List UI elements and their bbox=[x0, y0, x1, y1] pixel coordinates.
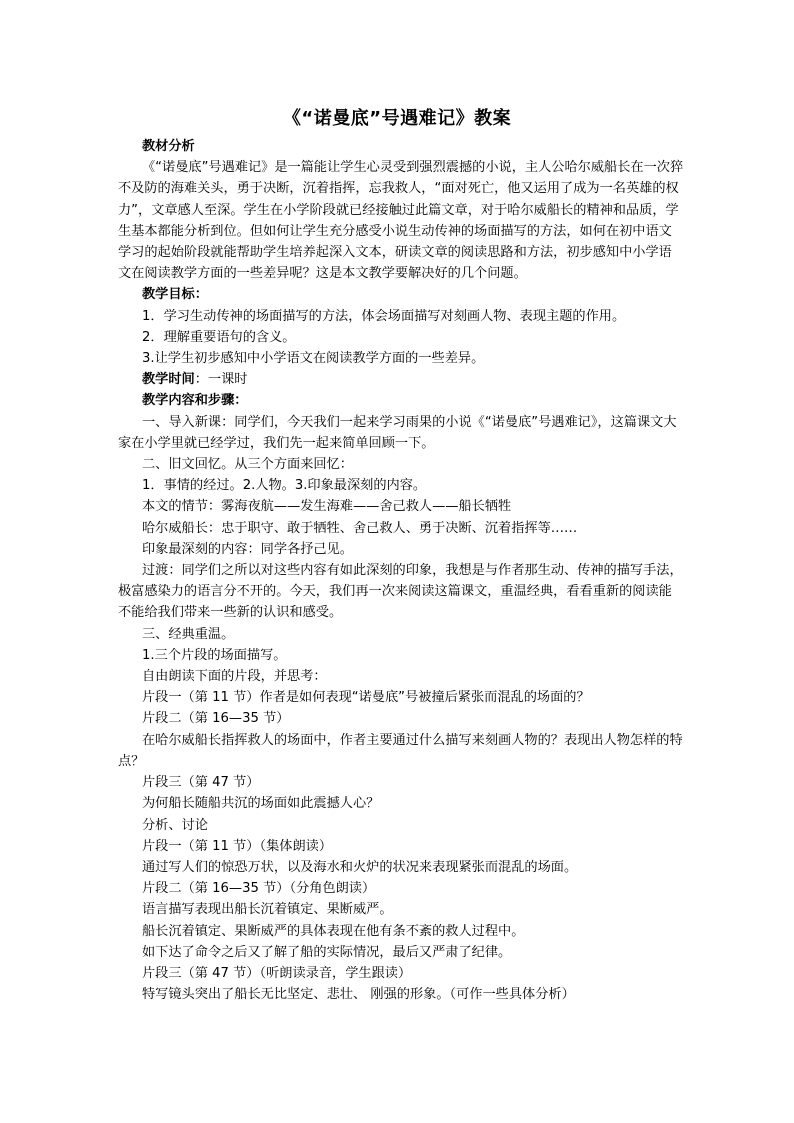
answer1-label: 片段一（第 11 节）（集体朗读） bbox=[142, 838, 333, 854]
step1-paragraph: 一、导入新课：同学们，今天我们一起来学习雨果的小说《“诺曼底”号遇难记》，这篇课文大家在小学里就已经学过，我们先一起来简单回顾一下。 bbox=[118, 414, 677, 451]
answer3-label: 片段三（第 47 节）（听朗读录音，学生跟读） bbox=[142, 965, 412, 981]
answer2-item-2: 船长沉着镇定、果断威严的具体表现在他有条不紊的救人过程中。 bbox=[142, 923, 525, 939]
fragment3-label: 片段三（第 47 节） bbox=[142, 775, 260, 791]
answer2-label: 片段二（第 16—35 节）（分角色朗读） bbox=[142, 881, 376, 897]
document-title: 《“诺曼底”号遇难记》教案 bbox=[282, 108, 512, 129]
time-value: ：一课时 bbox=[194, 372, 248, 388]
analysis-discussion: 分析、讨论 bbox=[142, 817, 208, 833]
goal-item-1: 1．学习生动传神的场面描写的方法，体会场面描写对刻画人物、表现主题的作用。 bbox=[142, 308, 626, 324]
teaching-time bbox=[118, 369, 684, 390]
step2-item-3: 哈尔威船长：忠于职守、敢于牺牲、舍己救人、勇于决断、沉着指挥等…… bbox=[142, 520, 578, 536]
fragment3-question: 为何船长随船共沉的场面如此震撼人心？ bbox=[142, 796, 380, 812]
step3-subheading: 1.三个片段的场面描写。 bbox=[142, 647, 287, 663]
step2-item-4: 印象最深刻的内容：同学各抒己见。 bbox=[142, 541, 353, 557]
step2-heading: 二、旧文回忆。从三个方面来回忆： bbox=[142, 457, 353, 473]
fragment2-label: 片段二（第 16—35 节） bbox=[142, 711, 290, 727]
answer3-text: 特写镜头突出了船长无比坚定、悲壮、 刚强的形象。（可作一些具体分析） bbox=[142, 987, 575, 1003]
time-label: 教学时间 bbox=[142, 372, 195, 388]
steps-heading: 教学内容和步骤： bbox=[142, 393, 248, 409]
step2-item-1: 1．事情的经过。2.人物。3.印象最深刻的内容。 bbox=[142, 478, 427, 494]
fragment1-question: 片段一（第 11 节）作者是如何表现“诺曼底”号被撞后紧张而混乱的场面的？ bbox=[142, 690, 590, 706]
answer2-item-1: 语言描写表现出船长沉着镇定、果断威严。 bbox=[142, 902, 393, 918]
transition-paragraph: 过渡：同学们之所以对这些内容有如此深刻的印象，我想是与作者那生动、传神的描写手法，极富感染力的语言分不开的。今天，我们再一次来阅读这篇课文，重温经典，看看重新的阅读能不能给我们带来一些新的认识和感受。 bbox=[118, 563, 683, 621]
fragment2-question: 在哈尔威船长指挥救人的场面中，作者主要通过什么描写来刻画人物的？表现出人物怎样的特点？ bbox=[118, 732, 683, 769]
goal-item-3: 3.让学生初步感知中小学语文在阅读教学方面的一些差异。 bbox=[142, 351, 485, 367]
analysis-heading: 教材分析 bbox=[142, 139, 195, 154]
document-body bbox=[118, 136, 684, 1005]
step3-heading: 三、经典重温。 bbox=[142, 626, 235, 642]
analysis-paragraph: 《“诺曼底”号遇难记》是一篇能让学生心灵受到强烈震撼的小说，主人公哈尔威船长在一次猝不及防的海难关头，勇于决断，沉着指挥，忘我救人，“面对死亡，他又运用了成为一名英雄的权力”，文章感人至深。学生在小学阶段就已经接触过此篇文章，对于哈尔威船长的精神和品质，学生基本都能分析到位。但如何让学生充分感受小说生动传神的场面描写的方法，如何在初中语文学习的起始阶段就能帮助学生培养起深入文本，研读文章的阅读思路和方法，初步感知中小学语文在阅读教学方面的一些差异呢？这是本文教学要解决好的几个问题。 bbox=[118, 160, 684, 282]
step2-item-2: 本文的情节：雾海夜航——发生海难——舍己救人——船长牺牲 bbox=[142, 499, 512, 515]
step3-instruction: 自由朗读下面的片段，并思考： bbox=[142, 669, 327, 685]
answer2-item-3: 如下达了命令之后又了解了船的实际情况，最后又严肃了纪律。 bbox=[142, 944, 512, 960]
answer1-text: 通过写人们的惊恐万状，以及海水和火炉的状况来表现紧张而混乱的场面。 bbox=[142, 859, 578, 875]
goals-heading: 教学目标： bbox=[142, 287, 208, 303]
goal-item-2: 2．理解重要语句的含义。 bbox=[142, 329, 296, 345]
